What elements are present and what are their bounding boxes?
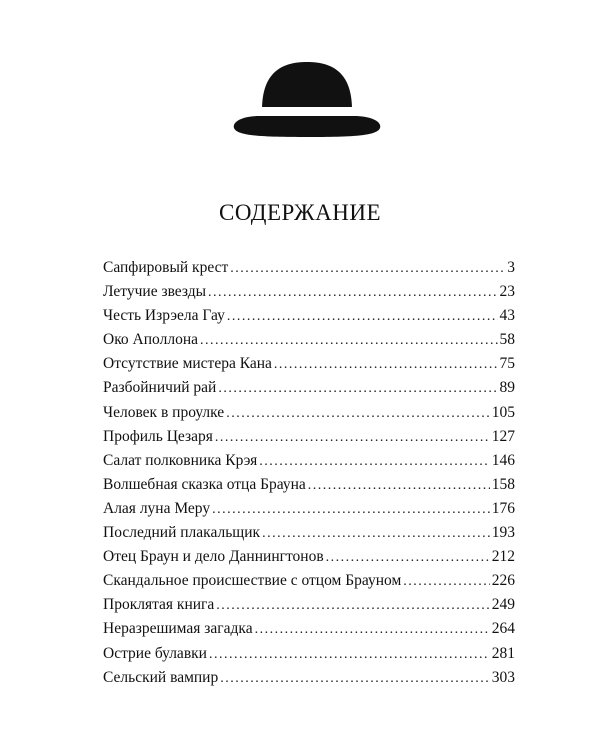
toc-entry-title: Алая луна Меру — [103, 499, 211, 517]
toc-leader-dots — [259, 450, 489, 474]
toc-leader-dots — [218, 377, 497, 401]
toc-entry-page: 43 — [499, 307, 515, 325]
toc-entry — [103, 617, 515, 641]
toc-leader-dots — [308, 474, 490, 498]
toc-entry-page: 23 — [499, 283, 515, 301]
toc-entry-page: 58 — [499, 331, 515, 349]
toc-entry-page: 281 — [491, 644, 515, 662]
toc-entry-page: 303 — [491, 668, 515, 686]
toc-entry — [103, 569, 515, 593]
toc-leader-dots — [220, 667, 490, 691]
toc-leader-dots — [216, 594, 489, 618]
toc-entry — [103, 328, 515, 352]
toc-leader-dots — [326, 546, 490, 570]
toc-leader-dots — [255, 618, 490, 642]
toc-leader-dots — [215, 426, 490, 450]
toc-leader-dots — [227, 305, 498, 329]
toc-leader-dots — [403, 570, 489, 594]
toc-entry — [103, 666, 515, 690]
toc-entry-page: 226 — [491, 572, 515, 590]
toc-entry-page: 264 — [491, 620, 515, 638]
toc-entry — [103, 376, 515, 400]
toc-entry-page: 127 — [491, 427, 515, 445]
toc-entry-title: Профиль Цезаря — [103, 427, 213, 445]
toc-entry — [103, 642, 515, 666]
bowler-hat-icon — [232, 60, 382, 140]
toc-leader-dots — [212, 498, 490, 522]
toc-entry-page: 3 — [507, 259, 515, 276]
toc-entry — [103, 425, 515, 449]
toc-entry-page: 105 — [491, 403, 515, 421]
toc-entry-page: 158 — [491, 475, 515, 493]
toc-entry — [103, 521, 515, 545]
toc-entry — [103, 401, 515, 425]
toc-entry-title: Сапфировый крест — [103, 259, 229, 276]
toc-entry — [103, 545, 515, 569]
toc-leader-dots — [226, 402, 490, 426]
toc-entry-page: 176 — [491, 499, 515, 517]
toc-entry-title: Последний плакальщик — [103, 524, 261, 542]
toc-entry-title: Скандальное происшествие с отцом Брауном — [103, 572, 402, 590]
toc-entry — [103, 593, 515, 617]
toc-entry-page: 89 — [499, 379, 515, 397]
toc-entry — [103, 256, 515, 280]
toc-entry-title: Человек в проулке — [103, 403, 225, 421]
toc-entry-title: Проклятая книга — [103, 596, 215, 614]
toc-entry-title: Око Аполлона — [103, 331, 198, 349]
toc-entry-title: Отсутствие мистера Кана — [103, 355, 272, 373]
table-of-contents — [103, 256, 515, 690]
toc-entry-title: Летучие звезды — [103, 283, 207, 301]
toc-leader-dots — [200, 329, 498, 353]
toc-entry-title: Волшебная сказка отца Брауна — [103, 475, 306, 493]
toc-entry-page: 193 — [491, 524, 515, 542]
toc-entry-title: Честь Изрэела Гау — [103, 307, 225, 325]
toc-entry — [103, 280, 515, 304]
toc-leader-dots — [262, 522, 490, 546]
toc-entry-page: 146 — [491, 451, 515, 469]
toc-entry — [103, 497, 515, 521]
toc-leader-dots — [230, 257, 505, 281]
toc-entry-title: Салат полковника Крэя — [103, 451, 258, 469]
toc-entry-title: Разбойничий рай — [103, 379, 217, 397]
toc-entry-title: Сельский вампир — [103, 668, 219, 686]
toc-leader-dots — [274, 353, 498, 377]
page-title: СОДЕРЖАНИЕ — [218, 200, 381, 225]
toc-entry-page: 249 — [491, 596, 515, 614]
toc-leader-dots — [209, 643, 490, 667]
toc-entry-title: Острие булавки — [103, 644, 207, 662]
toc-entry-title: Неразрешимая загадка — [103, 620, 253, 638]
toc-leader-dots — [208, 281, 497, 305]
toc-entry — [103, 449, 515, 473]
toc-entry-page: 212 — [491, 548, 515, 566]
toc-entry — [103, 304, 515, 328]
toc-entry — [103, 352, 515, 376]
toc-entry-title: Отец Браун и дело Даннингтонов — [103, 548, 324, 566]
toc-entry-page: 75 — [499, 355, 515, 373]
toc-entry — [103, 473, 515, 497]
